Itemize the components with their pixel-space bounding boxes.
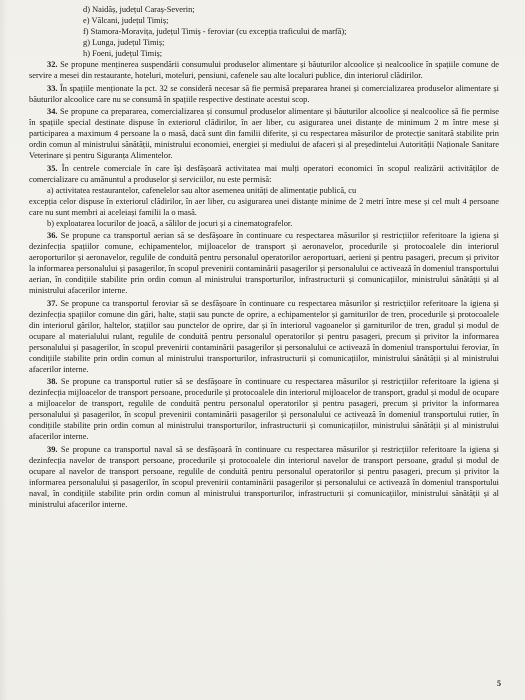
paragraph-number: 32.	[47, 60, 58, 69]
paragraph-number: 37.	[47, 298, 58, 308]
paragraph-36	[29, 230, 499, 296]
sub-item-a-continued	[29, 196, 499, 218]
paragraph-number: 34.	[47, 107, 58, 116]
sub-item-text: a) activitatea restaurantelor, cafenelelor sau altor asemenea unități de alimentație publică, cu	[47, 185, 357, 195]
sub-item-a	[29, 185, 499, 196]
paragraph-32	[29, 59, 499, 81]
paragraph-text: Se propune ca transportul aerian să se desfășoare în continuare cu respectarea măsurilor și restricțiilor referitoare la igiena și dezinfecția spațiilor comune, echipamentelor, mijloacelor de transport și aeronavelor, procedurile și protocoalele din interiorul aeroporturilor și aeronavelor, regulile de conduită pentru personalul operatorilor aeroportuari, aerieni și pentru pasageri, precum și privitor la informarea personalului și pasagerilor, în scopul prevenirii contaminării pasagerilor și personalului ce activează în domeniul transportului aerian, în condițiile stabilite prin ordin comun al ministrului transporturilor, infrastructurii și comunicațiilor, ministrului sănătății și al ministrului afacerilor interne.	[29, 231, 500, 295]
paragraph-number: 35.	[47, 163, 58, 173]
list-item: d) Naidăș, județul Caraș-Severin;	[83, 5, 195, 14]
paragraph-33	[29, 83, 499, 105]
paragraph-text: Se propune ca prepararea, comercializarea și consumul produselor alimentare și băuturilor alcoolice și nealcoolice să fie permise în spațiile special destinate dispuse în exteriorul clădirilor, în aer liber, cu asigurarea unei distanțe de minimum 2 m între mese și participarea a maximum 4 persoane la o masă, dacă sunt din familii diferite, și cu respectarea măsurilor de protecție sanitară stabilite prin ordin comun al ministrului sănătății, ministrului economiei, energiei și mediului de afaceri și al președintelui Autorității Naționale Sanitare Veterinare și pentru Siguranța Alimentelor.	[29, 107, 500, 160]
paragraph-35	[29, 163, 499, 185]
paragraph-number: 39.	[47, 444, 58, 454]
paragraph-number: 36.	[47, 231, 58, 240]
list-item: h) Foeni, județul Timiș;	[83, 49, 163, 58]
paragraph-text: Se propune menținerea suspendării consumului produselor alimentare și băuturilor alcoolice și nealcoolice în spațiile comune de servire a mesei din restaurante, hoteluri, moteluri, pensiuni, cafenele sau alte localuri publice, din interiorul clădirilor.	[29, 60, 500, 80]
paragraph-37	[29, 298, 499, 375]
list-item: e) Vălcani, județul Timiș;	[83, 16, 169, 25]
page-number: 5	[497, 679, 501, 688]
list-item: f) Stamora-Moravița, județul Timiș - feroviar (cu excepția traficului de marfă);	[83, 27, 347, 36]
sub-item-b	[29, 218, 499, 229]
paragraph-number: 33.	[47, 83, 58, 93]
paragraph-text: Se propune ca transportul naval să se desfășoară în continuare cu respectarea măsurilor și restricțiilor referitoare la igiena și dezinfecția navelor de transport persoane, procedurile și protocoalele din interiorul navelor de transport persoane, gradul și modul de ocupare al navelor de transport persoane, regulile de conduită pentru personalul operatorilor și pentru pasageri, precum și privitor la informarea personalului și pasagerilor, în scopul prevenirii contaminării pasagerilor și personalului ce activează în domeniul transportului naval, în condițiile stabilite prin ordin comun al ministrului transporturilor, infrastructurii și comunicațiilor, ministrului sănătății și al ministrului afacerilor interne.	[29, 444, 499, 509]
border-points-list	[29, 4, 499, 59]
list-item: g) Lunga, județul Timiș;	[83, 38, 165, 47]
paragraph-34	[29, 106, 499, 161]
paragraph-text: În spațiile menționate la pct. 32 se consideră necesar să fie permisă prepararea hranei și comercializarea produselor alimentare și băuturilor alcoolice care nu se consumă în spațiile respective destinate acestui scop.	[29, 83, 499, 104]
paragraph-39	[29, 444, 499, 510]
paragraph-text: În centrele comerciale în care își desfășoară activitatea mai mulți operatori economici în scopul realizării activităților de comercializare cu amănuntul a produselor și serviciilor, nu este permisă:	[29, 163, 499, 184]
paragraph-text: Se propune ca transportul feroviar să se desfășoare în continuare cu respectarea măsurilor și restricțiilor referitoare la igiena și dezinfecția spațiilor comune din gări, halte, stații sau puncte de oprire, a echipamentelor și garniturilor de tren, procedurile și protocoalele din interiorul gărilor, haltelor, stațiilor sau punctelor de oprire, dar și în interiorul vagoanelor și garniturilor de tren, gradul și modul de ocupare al materialului rulant, regulile de conduită pentru personalul operatorilor și pentru pasageri, precum și privitor la informarea personalului și pasagerilor, în scopul prevenirii contaminării pasagerilor și personalului ce activează în domeniul transportului feroviar, în condițiile stabilite prin ordin comun al ministrului transporturilor, infrastructurii și comunicațiilor, ministrului sănătății și al ministrului afacerilor interne.	[29, 298, 499, 374]
sub-item-text: b) exploatarea locurilor de joacă, a sălilor de jocuri și a cinematografelor.	[47, 218, 293, 228]
paragraph-38	[29, 376, 499, 442]
paragraph-number: 38.	[47, 377, 58, 386]
paragraph-text: Se propune ca transportul rutier să se desfășoare în continuare cu respectarea măsurilor și restricțiilor referitoare la igiena și dezinfecția mijloacelor de transport persoane, procedurile și protocoalele din interiorul mijloacelor de transport, gradul și modul de ocupare a mijloacelor de transport, regulile de conduită pentru personalul operatorilor și pentru pasageri, precum și privitor la informarea personalului și pasagerilor, în scopul prevenirii contaminării pasagerilor și personalului ce activează în domeniul transportului rutier, în condițiile stabilite prin ordin comun al ministrului transporturilor, infrastructurii și comunicațiilor, ministrului sănătății și al ministrului afacerilor interne.	[29, 377, 499, 441]
page-edge-shadow	[0, 0, 8, 700]
sub-item-continuation: excepția celor dispuse în exteriorul clădirilor, în aer liber, cu asigurarea unei distanțe minime de 2 metri între mese și cel mult 4 persoane care nu sunt membri ai aceleiași familii la o masă.	[29, 196, 499, 217]
